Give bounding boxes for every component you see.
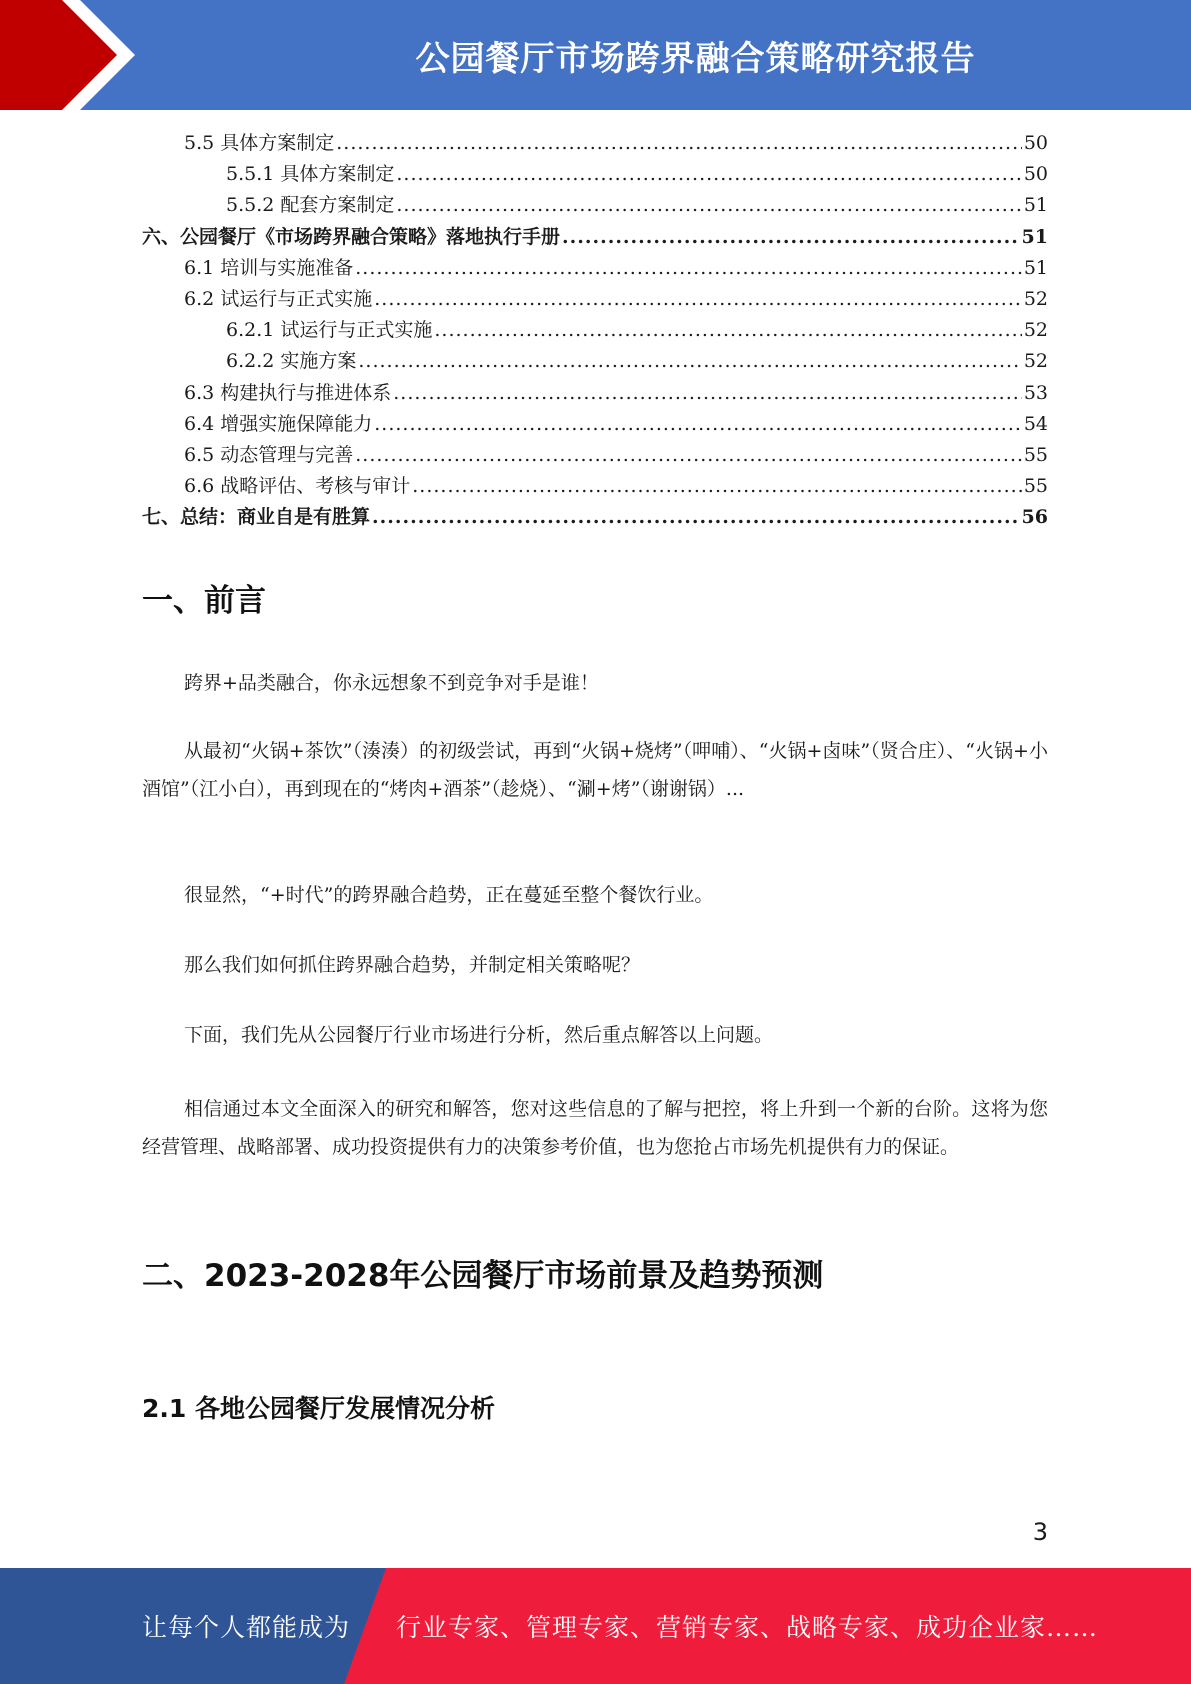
toc-entry-title: 6.2.1 试运行与正式实施 [226, 319, 433, 342]
toc-entry[interactable] [142, 409, 1048, 440]
toc-entry-page: 52 [1023, 319, 1048, 342]
section-heading-preface: 一、前言 [142, 583, 266, 619]
preface-paragraph: 很显然，“+时代”的跨界融合趋势，正在蔓延至整个餐饮行业。 [184, 884, 714, 906]
toc-dot-leader [562, 222, 1020, 253]
toc-entry-page: 52 [1023, 287, 1048, 310]
toc-entry[interactable] [142, 440, 1048, 471]
toc-dot-leader [374, 284, 1022, 315]
toc-entry[interactable] [142, 315, 1048, 346]
toc-entry[interactable] [142, 502, 1048, 533]
subsection-heading: 2.1 各地公园餐厅发展情况分析 [142, 1394, 495, 1423]
footer-slogan-left: 让每个人都能成为 [142, 1613, 351, 1642]
toc-entry-page: 52 [1023, 350, 1048, 373]
toc-entry-title: 6.1 培训与实施准备 [184, 256, 354, 279]
toc-entry-page: 50 [1023, 132, 1048, 154]
toc-dot-leader [372, 502, 1020, 533]
header-arrow-decoration [0, 0, 150, 110]
preface-paragraph: 从最初“火锅+茶饮”（湊湊）的初级尝试，再到“火锅+烧烤”（呷哺）、“火锅+卤味”（贤合庄）、“火锅+小酒馆”（江小白），再到现在的“烤肉+酒茶”（趁烧）、“涮+烤”（谢谢锅）... [142, 740, 1048, 800]
toc-entry-page: 50 [1023, 163, 1048, 186]
page-footer [0, 1568, 1191, 1684]
toc-dot-leader [393, 378, 1022, 409]
report-title: 公园餐厅市场跨界融合策略研究报告 [415, 38, 976, 79]
toc-dot-leader [355, 440, 1022, 471]
toc-entry-page: 51 [1023, 194, 1048, 217]
toc-entry-page: 54 [1023, 412, 1048, 435]
footer-slogan-right: 行业专家、管理专家、营销专家、战略专家、成功企业家…… [396, 1613, 1099, 1642]
section-heading-forecast: 二、2023-2028年公园餐厅市场前景及趋势预测 [142, 1258, 824, 1294]
toc-dot-leader [374, 409, 1022, 440]
toc-entry-title: 5.5.2 配套方案制定 [226, 194, 395, 217]
toc-entry-title: 六、公园餐厅《市场跨界融合策略》落地执行手册 [142, 225, 561, 248]
toc-entry[interactable] [142, 222, 1048, 253]
toc-entry-title: 6.4 增强实施保障能力 [184, 412, 373, 435]
toc-entry-title: 七、总结：商业自是有胜算 [142, 506, 371, 529]
toc-entry-title: 6.2.2 实施方案 [226, 350, 357, 373]
toc-entry-title: 6.5 动态管理与完善 [184, 443, 354, 466]
toc-entry[interactable] [142, 159, 1048, 190]
toc-entry-title: 5.5 具体方案制定 [184, 132, 335, 154]
toc-entry-page: 51 [1021, 225, 1048, 248]
toc-entry[interactable] [142, 284, 1048, 315]
table-of-contents [142, 128, 1048, 533]
toc-entry[interactable] [142, 378, 1048, 409]
toc-entry[interactable] [142, 253, 1048, 284]
toc-entry-title: 6.3 构建执行与推进体系 [184, 381, 392, 404]
toc-entry-page: 56 [1021, 506, 1048, 529]
toc-dot-leader [434, 315, 1021, 346]
toc-entry-page: 55 [1023, 443, 1048, 466]
toc-entry-title: 6.6 战略评估、考核与审计 [184, 475, 411, 498]
toc-entry[interactable] [142, 471, 1048, 502]
toc-entry[interactable] [142, 346, 1048, 377]
toc-dot-leader [396, 159, 1021, 190]
toc-entry[interactable] [142, 128, 1048, 159]
toc-entry-page: 51 [1023, 256, 1048, 279]
toc-dot-leader [355, 253, 1022, 284]
toc-entry[interactable] [142, 190, 1048, 221]
page-number: 3 [1032, 1518, 1048, 1546]
toc-entry-page: 55 [1023, 475, 1048, 498]
preface-paragraph: 那么我们如何抓住跨界融合趋势，并制定相关策略呢？ [184, 954, 641, 976]
toc-dot-leader [412, 471, 1022, 502]
preface-paragraph: 相信通过本文全面深入的研究和解答，您对这些信息的了解与把控，将上升到一个新的台阶。这将为您经营管理、战略部署、成功投资提供有力的决策参考价值，也为您抢占市场先机提供有力的保证。 [142, 1098, 1048, 1158]
toc-dot-leader [358, 346, 1021, 377]
preface-paragraph: 跨界+品类融合，你永远想象不到竞争对手是谁！ [184, 672, 599, 694]
toc-entry-title: 5.5.1 具体方案制定 [226, 163, 395, 186]
page-header [0, 0, 1191, 110]
toc-entry-page: 53 [1023, 381, 1048, 404]
preface-paragraph: 下面，我们先从公园餐厅行业市场进行分析，然后重点解答以上问题。 [184, 1024, 774, 1046]
toc-dot-leader [336, 128, 1022, 159]
toc-entry-title: 6.2 试运行与正式实施 [184, 287, 373, 310]
toc-dot-leader [396, 190, 1021, 221]
